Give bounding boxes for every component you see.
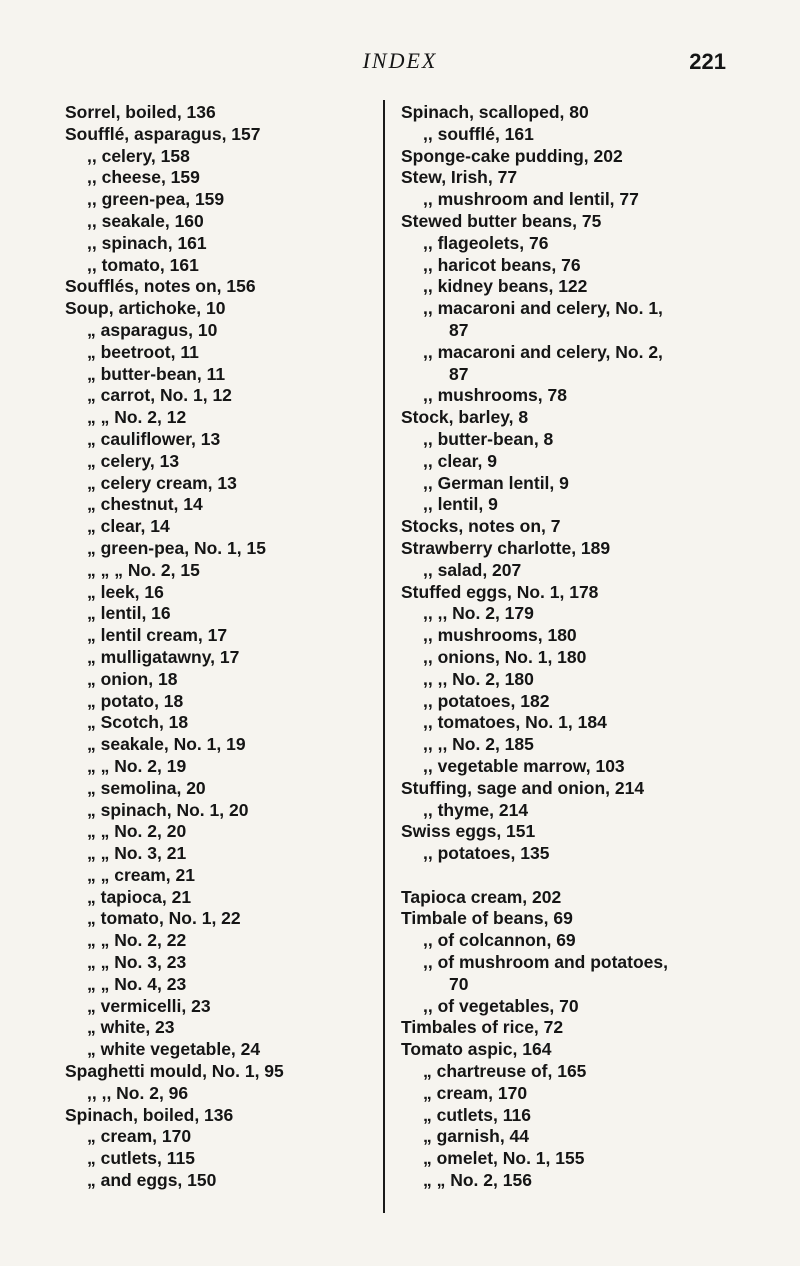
index-entry: Spinach, boiled, 136	[65, 1104, 234, 1125]
index-entry: ,, clear, 9	[423, 450, 497, 471]
index-entry: ,, haricot beans, 76	[423, 254, 581, 275]
index-entry: ,, flageolets, 76	[423, 232, 549, 253]
index-entry: „ mulligatawny, 17	[87, 646, 240, 667]
index-entry: „ „ No. 2, 22	[87, 930, 187, 951]
index-entry: „ chestnut, 14	[87, 494, 203, 515]
index-entry: „ lentil cream, 17	[87, 625, 228, 646]
index-entry: ,, ,, No. 2, 180	[423, 668, 534, 689]
index-entry: „ cutlets, 116	[423, 1104, 531, 1125]
index-entry: ,, thyme, 214	[423, 799, 529, 820]
index-entry: Swiss eggs, 151	[401, 821, 536, 842]
index-entry: ,, ,, No. 2, 185	[423, 734, 534, 755]
index-entry: „ „ cream, 21	[87, 864, 195, 885]
index-entry-continuation: 87	[449, 319, 469, 340]
index-entry: „ chartreuse of, 165	[423, 1061, 587, 1082]
index-entry: ,, cheese, 159	[87, 167, 200, 188]
index-entry: ,, of colcannon, 69	[423, 930, 576, 951]
index-entry: „ cream, 170	[87, 1126, 192, 1147]
blank-line	[401, 865, 731, 887]
index-entry: ,, tomatoes, No. 1, 184	[423, 712, 607, 733]
index-entry: ,, seakale, 160	[87, 210, 204, 231]
index-entry: „ omelet, No. 1, 155	[423, 1148, 585, 1169]
index-entry: ,, of mushroom and potatoes,	[423, 952, 669, 973]
index-entry: „ lentil, 16	[87, 603, 171, 624]
index-entry: „ cutlets, 115	[87, 1148, 195, 1169]
index-entry: „ white, 23	[87, 1017, 175, 1038]
index-entry: ,, mushroom and lentil, 77	[423, 189, 639, 210]
index-entry: „ celery, 13	[87, 450, 180, 471]
index-entry: Soufflé, asparagus, 157	[65, 123, 261, 144]
index-entry: ,, soufflé, 161	[423, 123, 534, 144]
index-entry: Spaghetti mould, No. 1, 95	[65, 1061, 284, 1082]
index-entry: Strawberry charlotte, 189	[401, 537, 611, 558]
index-entry: „ white vegetable, 24	[87, 1039, 261, 1060]
index-entry: „ „ „ No. 2, 15	[87, 559, 200, 580]
page-header	[0, 48, 800, 78]
index-entry: ,, onions, No. 1, 180	[423, 646, 587, 667]
index-entry: ,, macaroni and celery, No. 2,	[423, 341, 663, 362]
index-entry: „ „ No. 2, 156	[423, 1170, 532, 1191]
index-entry: ,, celery, 158	[87, 145, 190, 166]
index-entry: Tapioca cream, 202	[401, 886, 562, 907]
index-entry: „ clear, 14	[87, 516, 170, 537]
index-entry: ,, butter-bean, 8	[423, 428, 554, 449]
index-entry: „ butter-bean, 11	[87, 363, 226, 384]
index-entry: „ „ No. 2, 12	[87, 407, 187, 428]
index-entry: „ tapioca, 21	[87, 886, 192, 907]
index-entry: ,, German lentil, 9	[423, 472, 569, 493]
index-entry: ,, kidney beans, 122	[423, 276, 588, 297]
index-entry: „ garnish, 44	[423, 1126, 530, 1147]
index-entry: ,, ,, No. 2, 179	[423, 603, 534, 624]
index-entry: „ „ No. 2, 19	[87, 755, 187, 776]
index-entry: Stew, Irish, 77	[401, 167, 518, 188]
index-entry: „ celery cream, 13	[87, 472, 237, 493]
index-entry: ,, potatoes, 182	[423, 690, 550, 711]
index-entry: Timbales of rice, 72	[401, 1017, 564, 1038]
index-entry: ,, macaroni and celery, No. 1,	[423, 298, 663, 319]
index-entry: „ „ No. 4, 23	[87, 973, 187, 994]
index-entry: „ seakale, No. 1, 19	[87, 734, 246, 755]
index-entry: ,, potatoes, 135	[423, 843, 550, 864]
index-entry: „ and eggs, 150	[87, 1170, 217, 1191]
index-entry: „ „ No. 3, 21	[87, 843, 187, 864]
index-entry: ,, lentil, 9	[423, 494, 498, 515]
index-entry: Stock, barley, 8	[401, 407, 529, 428]
index-entry: ,, spinach, 161	[87, 232, 207, 253]
index-entry: ,, vegetable marrow, 103	[423, 755, 625, 776]
index-entry: ,, of vegetables, 70	[423, 995, 579, 1016]
index-entry: Stocks, notes on, 7	[401, 516, 561, 537]
index-entry: „ beetroot, 11	[87, 341, 199, 362]
index-entry: „ Scotch, 18	[87, 712, 189, 733]
index-entry: Tomato aspic, 164	[401, 1039, 552, 1060]
index-entry: ,, salad, 207	[423, 559, 522, 580]
index-entry: ,, green-pea, 159	[87, 189, 225, 210]
index-entry: „ carrot, No. 1, 12	[87, 385, 232, 406]
index-entry: Spinach, scalloped, 80	[401, 102, 589, 122]
index-entry: Soup, artichoke, 10	[65, 298, 226, 319]
page-number: 221	[689, 49, 726, 74]
index-entry: „ semolina, 20	[87, 777, 206, 798]
index-entry: „ potato, 18	[87, 690, 184, 711]
index-entry-continuation: 70	[449, 973, 469, 994]
page-title: INDEX	[362, 48, 438, 73]
index-entry: „ green-pea, No. 1, 15	[87, 537, 266, 558]
index-entry: Stewed butter beans, 75	[401, 210, 602, 231]
index-entry: Sponge-cake pudding, 202	[401, 145, 623, 166]
index-entry: „ tomato, No. 1, 22	[87, 908, 241, 929]
index-entry: „ cream, 170	[423, 1082, 528, 1103]
index-entry: ,, ,, No. 2, 96	[87, 1082, 189, 1103]
index-entry: „ leek, 16	[87, 581, 164, 602]
index-entry: ,, tomato, 161	[87, 254, 199, 275]
index-entry: Soufflés, notes on, 156	[65, 276, 256, 297]
column-divider	[383, 100, 385, 1213]
index-entry: „ „ No. 3, 23	[87, 952, 187, 973]
index-entry: ,, mushrooms, 78	[423, 385, 567, 406]
index-entry: Sorrel, boiled, 136	[65, 102, 216, 122]
index-entry: „ asparagus, 10	[87, 319, 218, 340]
index-entry: „ spinach, No. 1, 20	[87, 799, 249, 820]
index-entry: „ vermicelli, 23	[87, 995, 211, 1016]
index-entry: Timbale of beans, 69	[401, 908, 573, 929]
index-entry: ,, mushrooms, 180	[423, 625, 577, 646]
index-entry: Stuffing, sage and onion, 214	[401, 777, 645, 798]
index-entry: „ onion, 18	[87, 668, 178, 689]
index-column-left	[65, 102, 380, 1192]
index-entry: „ „ No. 2, 20	[87, 821, 187, 842]
index-column-right	[401, 102, 731, 1192]
index-entry: Stuffed eggs, No. 1, 178	[401, 581, 599, 602]
index-entry-continuation: 87	[449, 363, 469, 384]
index-entry: „ cauliflower, 13	[87, 428, 221, 449]
